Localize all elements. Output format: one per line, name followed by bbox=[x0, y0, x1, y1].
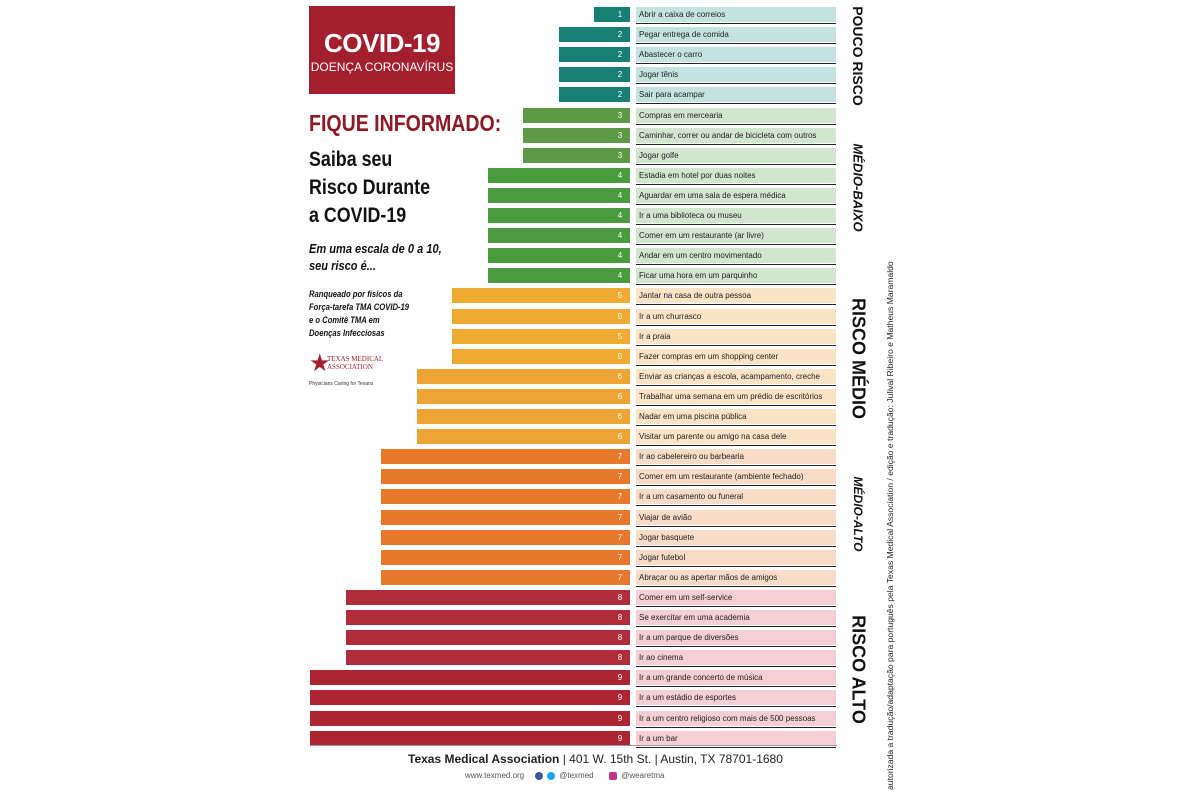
risk-bar bbox=[381, 550, 630, 565]
activity-label: Ir a uma biblioteca ou museu bbox=[636, 208, 836, 223]
activity-label: Ir a um grande concerto de música bbox=[636, 670, 836, 685]
risk-bar bbox=[346, 590, 630, 605]
escala-line: Em uma escala de 0 a 10, bbox=[309, 241, 442, 256]
activity-label: Se exercitar em uma academia bbox=[636, 610, 836, 625]
risk-score: 6 bbox=[617, 392, 623, 401]
activity-label: Ir a praia bbox=[636, 329, 836, 344]
footer-divider bbox=[310, 745, 837, 746]
activity-underline bbox=[636, 445, 836, 446]
activity-underline bbox=[636, 103, 836, 104]
activity-label: Andar em um centro movimentado bbox=[636, 248, 836, 263]
activity-underline bbox=[636, 586, 836, 587]
saiba-line: Risco Durante bbox=[309, 176, 431, 199]
title: COVID-19 bbox=[324, 28, 440, 58]
risk-score: 5 bbox=[617, 312, 623, 321]
activity-underline bbox=[636, 264, 836, 265]
risk-score: 4 bbox=[617, 251, 623, 260]
risk-score: 9 bbox=[617, 714, 623, 723]
risk-bar bbox=[381, 489, 630, 504]
risk-bar bbox=[452, 329, 630, 344]
risk-score: 2 bbox=[617, 90, 623, 99]
risk-score: 8 bbox=[617, 613, 623, 622]
risk-score: 8 bbox=[617, 653, 623, 662]
risk-score: 2 bbox=[617, 30, 623, 39]
risk-bar bbox=[417, 369, 630, 384]
activity-label: Ir a um churrasco bbox=[636, 309, 836, 324]
risk-score: 6 bbox=[617, 412, 623, 421]
activity-underline bbox=[636, 224, 836, 225]
risk-score: 6 bbox=[617, 432, 623, 441]
activity-label: Jogar basquete bbox=[636, 530, 836, 545]
risk-score: 3 bbox=[617, 111, 623, 120]
activity-label: Ir a um centro religioso com mais de 500 pessoas bbox=[636, 711, 836, 726]
facebook-icon[interactable] bbox=[535, 772, 543, 780]
activity-underline bbox=[636, 23, 836, 24]
risk-bar bbox=[488, 168, 630, 183]
activity-label: Abraçar ou as apertar mãos de amigos bbox=[636, 570, 836, 585]
activity-label: Abrir a caixa de correios bbox=[636, 7, 836, 22]
activity-label: Comer em um restaurante (ar livre) bbox=[636, 228, 836, 243]
activity-underline bbox=[636, 304, 836, 305]
activity-label: Nadar em uma piscina pública bbox=[636, 409, 836, 424]
footer-site[interactable]: www.texmed.org bbox=[465, 771, 525, 780]
activity-label: Ir a um parque de diversões bbox=[636, 630, 836, 645]
activity-underline bbox=[636, 405, 836, 406]
escala-line: seu risco é... bbox=[309, 258, 376, 273]
risk-score: 9 bbox=[617, 693, 623, 702]
activity-label: Viajar de avião bbox=[636, 510, 836, 525]
section-label-medio-baixo: MÉDIO-BAIXO bbox=[850, 143, 866, 232]
ranqueado-text bbox=[309, 288, 409, 340]
risk-score: 9 bbox=[617, 673, 623, 682]
saiba-line: a COVID-19 bbox=[309, 204, 407, 227]
section-label-risco-medio: RISCO MÉDIO bbox=[848, 297, 869, 419]
activity-underline bbox=[636, 666, 836, 667]
risk-score: 7 bbox=[617, 513, 623, 522]
risk-score: 6 bbox=[617, 372, 623, 381]
activity-underline bbox=[636, 124, 836, 125]
activity-underline bbox=[636, 686, 836, 687]
activity-label: Caminhar, correr ou andar de bicicleta com outros bbox=[636, 128, 836, 143]
risk-score: 4 bbox=[617, 191, 623, 200]
activity-underline bbox=[636, 83, 836, 84]
activity-label: Estadia em hotel por duas noites bbox=[636, 168, 836, 183]
risk-score: 5 bbox=[617, 352, 623, 361]
activity-underline bbox=[636, 184, 836, 185]
instagram-icon[interactable] bbox=[609, 772, 617, 780]
section-label-medio-alto: MÉDIO-ALTO bbox=[851, 476, 865, 552]
risk-score: 8 bbox=[617, 593, 623, 602]
saiba-heading bbox=[309, 146, 430, 230]
risk-bar bbox=[381, 510, 630, 525]
activity-label: Sair para acampar bbox=[636, 87, 836, 102]
risk-score: 2 bbox=[617, 70, 623, 79]
risk-score: 3 bbox=[617, 151, 623, 160]
activity-label: Visitar um parente ou amigo na casa dele bbox=[636, 429, 836, 444]
activity-label: Ir a um estádio de esportes bbox=[636, 690, 836, 705]
activity-underline bbox=[636, 706, 836, 707]
activity-label: Jogar tênis bbox=[636, 67, 836, 82]
activity-underline bbox=[636, 727, 836, 728]
saiba-line: Saiba seu bbox=[309, 148, 393, 171]
risk-score: 5 bbox=[617, 332, 623, 341]
risk-score: 8 bbox=[617, 633, 623, 642]
risk-bar bbox=[346, 650, 630, 665]
risk-bar bbox=[417, 389, 630, 404]
activity-label: Pegar entrega de comida bbox=[636, 27, 836, 42]
activity-underline bbox=[636, 345, 836, 346]
escala-text bbox=[309, 240, 442, 274]
tma-logo bbox=[309, 352, 401, 392]
activity-underline bbox=[636, 204, 836, 205]
activity-label: Ir a um bar bbox=[636, 731, 836, 746]
risk-score: 2 bbox=[617, 50, 623, 59]
risk-score: 9 bbox=[617, 734, 623, 743]
activity-underline bbox=[636, 244, 836, 245]
risk-score: 4 bbox=[617, 231, 623, 240]
activity-label: Ir a um casamento ou funeral bbox=[636, 489, 836, 504]
risk-bar bbox=[381, 469, 630, 484]
ranq-line: Doenças Infecciosas bbox=[309, 328, 385, 338]
side-note: autorizada a tradução/adaptação para português pela Texas Medical Association / edição e tradução: Julival Ribeiro e Matheus Maramaldo bbox=[885, 261, 895, 790]
risk-bar bbox=[488, 208, 630, 223]
risk-bar bbox=[346, 630, 630, 645]
activity-label: Enviar as crianças a escola, acampamento, creche bbox=[636, 369, 836, 384]
risk-bar bbox=[417, 409, 630, 424]
activity-label: Ir ao cabelereiro ou barbearia bbox=[636, 449, 836, 464]
footer-address bbox=[408, 752, 783, 766]
activity-label: Trabalhar uma semana em um prédio de escritórios bbox=[636, 389, 836, 404]
activity-underline bbox=[636, 284, 836, 285]
activity-label: Comer em um restaurante (ambiente fechado) bbox=[636, 469, 836, 484]
risk-bar bbox=[310, 670, 630, 685]
activity-underline bbox=[636, 43, 836, 44]
activity-underline bbox=[636, 546, 836, 547]
activity-label: Fazer compras em um shopping center bbox=[636, 349, 836, 364]
tma-logo-tag: Physicians Caring for Texans bbox=[309, 381, 374, 387]
risk-bar bbox=[310, 731, 630, 746]
activity-label: Jogar futebol bbox=[636, 550, 836, 565]
activity-label: Jantar na casa de outra pessoa bbox=[636, 288, 836, 303]
star-icon: ★ bbox=[309, 350, 331, 377]
fique-informado: FIQUE INFORMADO: bbox=[309, 110, 502, 136]
activity-underline bbox=[636, 325, 836, 326]
risk-score: 7 bbox=[617, 452, 623, 461]
risk-bar bbox=[488, 248, 630, 263]
activity-underline bbox=[636, 566, 836, 567]
risk-bar bbox=[488, 228, 630, 243]
risk-score: 7 bbox=[617, 472, 623, 481]
risk-score: 7 bbox=[617, 533, 623, 542]
activity-label: Jogar golfe bbox=[636, 148, 836, 163]
activity-underline bbox=[636, 485, 836, 486]
activity-underline bbox=[636, 63, 836, 64]
section-label-risco-alto: RISCO ALTO bbox=[848, 615, 869, 724]
footer-org: Texas Medical Association bbox=[408, 752, 560, 766]
activity-label: Ir ao cinema bbox=[636, 650, 836, 665]
risk-score: 1 bbox=[617, 10, 623, 19]
activity-underline bbox=[636, 606, 836, 607]
footer-instagram[interactable]: @wearetma bbox=[621, 771, 665, 780]
ranq-line: Ranqueado por físicos da bbox=[309, 289, 403, 299]
activity-label: Abastecer o carro bbox=[636, 47, 836, 62]
activity-label: Aguardar em uma sala de espera médica bbox=[636, 188, 836, 203]
subtitle: DOENÇA CORONAVÍRUS bbox=[310, 60, 454, 74]
activity-label: Ficar uma hora em um parquinho bbox=[636, 268, 836, 283]
footer-social bbox=[465, 771, 664, 780]
risk-score: 4 bbox=[617, 211, 623, 220]
risk-bar bbox=[488, 188, 630, 203]
activity-underline bbox=[636, 526, 836, 527]
activity-underline bbox=[636, 144, 836, 145]
risk-score: 7 bbox=[617, 492, 623, 501]
risk-bar bbox=[488, 268, 630, 283]
ranq-line: e o Comitê TMA em bbox=[309, 315, 380, 325]
activity-underline bbox=[636, 626, 836, 627]
activity-label: Comer em um self-service bbox=[636, 590, 836, 605]
footer-address-text: | 401 W. 15th St. | Austin, TX 78701-1680 bbox=[562, 752, 783, 766]
twitter-icon[interactable] bbox=[547, 772, 555, 780]
activity-label: Compras em mercearia bbox=[636, 108, 836, 123]
activity-underline bbox=[636, 505, 836, 506]
risk-bar bbox=[381, 449, 630, 464]
risk-bar bbox=[381, 530, 630, 545]
footer-twitter[interactable]: @texmed bbox=[559, 771, 594, 780]
risk-bar bbox=[310, 711, 630, 726]
risk-score: 7 bbox=[617, 573, 623, 582]
activity-underline bbox=[636, 465, 836, 466]
risk-bar bbox=[452, 349, 630, 364]
section-label-pouco-risco: POUCO RISCO bbox=[850, 6, 866, 106]
title-box bbox=[309, 6, 455, 94]
risk-bar bbox=[310, 690, 630, 705]
activity-underline bbox=[636, 747, 836, 748]
risk-bar bbox=[452, 288, 630, 303]
risk-score: 7 bbox=[617, 553, 623, 562]
activity-underline bbox=[636, 425, 836, 426]
risk-score: 4 bbox=[617, 271, 623, 280]
activity-underline bbox=[636, 164, 836, 165]
activity-underline bbox=[636, 385, 836, 386]
risk-score: 4 bbox=[617, 171, 623, 180]
activity-underline bbox=[636, 365, 836, 366]
risk-bar bbox=[346, 610, 630, 625]
risk-score: 5 bbox=[617, 291, 623, 300]
risk-bar bbox=[452, 309, 630, 324]
risk-bar bbox=[381, 570, 630, 585]
activity-underline bbox=[636, 646, 836, 647]
ranq-line: Força-tarefa TMA COVID-19 bbox=[309, 302, 410, 312]
tma-logo-name: TEXAS MEDICAL ASSOCIATION bbox=[327, 355, 384, 371]
risk-score: 3 bbox=[617, 131, 623, 140]
risk-bar bbox=[417, 429, 630, 444]
